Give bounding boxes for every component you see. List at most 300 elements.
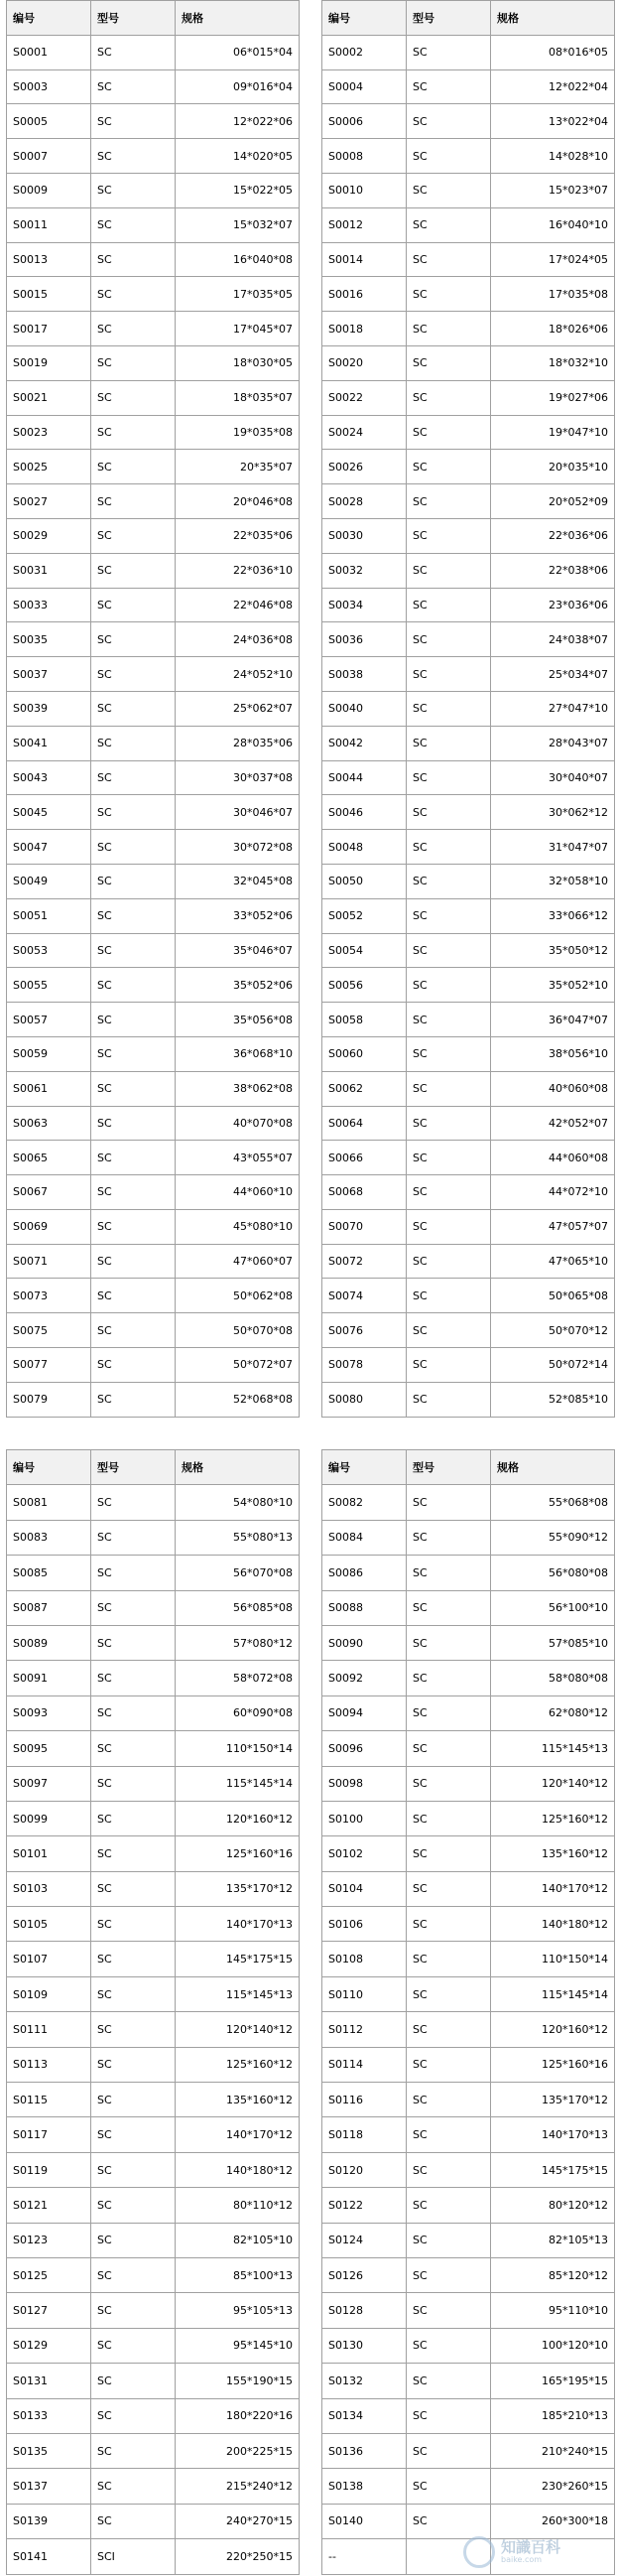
cell-id: S0090 [322, 1625, 407, 1660]
table-row [7, 760, 615, 795]
cell-spec: 50*072*14 [491, 1348, 615, 1383]
cell-spec: 17*035*05 [176, 277, 300, 312]
cell-id: S0077 [7, 1348, 91, 1383]
cell-id: S0141 [7, 2539, 91, 2574]
cell-type: SC [407, 2117, 491, 2152]
cell-id: S0033 [7, 588, 91, 622]
cell-id: S0048 [322, 830, 407, 865]
table-row [7, 864, 615, 898]
column-gap [300, 1695, 322, 1730]
cell-id: S0092 [322, 1661, 407, 1695]
cell-spec: 58*072*08 [176, 1661, 300, 1695]
cell-type: SC [91, 1244, 176, 1279]
table-row [7, 242, 615, 277]
table-row [7, 380, 615, 415]
cell-id: S0002 [322, 35, 407, 69]
table-row [7, 450, 615, 484]
cell-spec: 35*056*08 [176, 1003, 300, 1037]
table-row [7, 312, 615, 346]
col-header-id: 编号 [322, 1450, 407, 1485]
cell-type: SC [91, 207, 176, 242]
cell-spec: 220*250*15 [176, 2539, 300, 2574]
column-gap [300, 2293, 322, 2328]
column-gap [300, 415, 322, 450]
cell-id: S0049 [7, 864, 91, 898]
table-row [7, 207, 615, 242]
cell-spec: 17*024*05 [491, 242, 615, 277]
table-row [7, 1661, 615, 1695]
column-gap [300, 726, 322, 760]
cell-type: SC [91, 1871, 176, 1906]
cell-spec: 38*062*08 [176, 1071, 300, 1106]
cell-spec: 50*072*07 [176, 1348, 300, 1383]
column-gap [300, 2117, 322, 2152]
table-row [7, 622, 615, 657]
column-gap [300, 1, 322, 36]
cell-spec: 24*036*08 [176, 622, 300, 657]
table-row [7, 2152, 615, 2187]
cell-type: SC [91, 553, 176, 588]
cell-spec: 32*058*10 [491, 864, 615, 898]
column-gap [300, 1209, 322, 1244]
cell-spec: 56*085*08 [176, 1590, 300, 1625]
column-gap [300, 1731, 322, 1766]
cell-id: S0070 [322, 1209, 407, 1244]
cell-type: SC [407, 1003, 491, 1037]
column-gap [300, 1175, 322, 1210]
table-row [7, 1590, 615, 1625]
cell-id: S0063 [7, 1106, 91, 1141]
table-row [7, 1003, 615, 1037]
cell-type: SC [91, 69, 176, 104]
cell-id: S0081 [7, 1485, 91, 1520]
table-row [7, 1907, 615, 1942]
cell-id: -- [322, 2539, 407, 2574]
cell-type: SC [407, 1625, 491, 1660]
cell-type: SC [91, 2188, 176, 2223]
spec-table-2 [6, 1449, 615, 2575]
cell-id: S0139 [7, 2504, 91, 2538]
cell-id: S0137 [7, 2469, 91, 2504]
cell-spec: 115*145*13 [491, 1731, 615, 1766]
cell-spec: 30*046*07 [176, 795, 300, 830]
cell-type: SC [407, 1348, 491, 1383]
column-gap [300, 2469, 322, 2504]
column-gap [300, 139, 322, 174]
cell-spec: 35*046*07 [176, 933, 300, 968]
column-gap [300, 1520, 322, 1555]
table-row [7, 139, 615, 174]
table-row [7, 1731, 615, 1766]
cell-id: S0012 [322, 207, 407, 242]
column-gap [300, 1141, 322, 1175]
cell-spec: 36*068*10 [176, 1036, 300, 1071]
cell-spec: 56*070*08 [176, 1556, 300, 1590]
column-gap [300, 1348, 322, 1383]
cell-spec: 120*140*12 [176, 2012, 300, 2047]
cell-id: S0083 [7, 1520, 91, 1555]
cell-type: SC [91, 795, 176, 830]
column-gap [300, 2012, 322, 2047]
cell-type: SC [407, 1175, 491, 1210]
column-gap [300, 2539, 322, 2574]
cell-type: SC [407, 207, 491, 242]
cell-type: SC [407, 2083, 491, 2117]
cell-type: SC [91, 1003, 176, 1037]
cell-spec: 50*065*08 [491, 1279, 615, 1313]
table-row [7, 1625, 615, 1660]
cell-type: SC [407, 1556, 491, 1590]
cell-id: S0023 [7, 415, 91, 450]
column-gap [300, 657, 322, 692]
col-header-spec: 规格 [491, 1450, 615, 1485]
cell-spec: 12*022*04 [491, 69, 615, 104]
cell-spec: 185*210*13 [491, 2398, 615, 2433]
table-row [7, 2433, 615, 2468]
cell-id: S0122 [322, 2188, 407, 2223]
table-row [7, 518, 615, 553]
cell-type: SC [407, 2398, 491, 2433]
table-row [7, 1556, 615, 1590]
cell-spec: 30*072*08 [176, 830, 300, 865]
cell-type: SC [91, 726, 176, 760]
column-gap [300, 1485, 322, 1520]
cell-id: S0039 [7, 691, 91, 726]
cell-type: SC [91, 1836, 176, 1871]
cell-spec: 54*080*10 [176, 1485, 300, 1520]
cell-spec: 125*160*12 [176, 2047, 300, 2082]
cell-id: S0046 [322, 795, 407, 830]
cell-spec: 25*062*07 [176, 691, 300, 726]
cell-type: SC [91, 312, 176, 346]
cell-type: SC [407, 795, 491, 830]
cell-id: S0099 [7, 1801, 91, 1835]
table-row [7, 104, 615, 139]
cell-id: S0076 [322, 1313, 407, 1348]
cell-type: SC [407, 1661, 491, 1695]
cell-spec: 50*062*08 [176, 1279, 300, 1313]
cell-spec: 33*052*06 [176, 898, 300, 933]
cell-type: SC [407, 726, 491, 760]
cell-spec: 35*052*06 [176, 968, 300, 1003]
cell-type: SC [407, 933, 491, 968]
cell-spec: 115*145*14 [176, 1766, 300, 1801]
table-row [7, 415, 615, 450]
cell-spec: 230*260*15 [491, 2469, 615, 2504]
cell-id: S0125 [7, 2257, 91, 2292]
cell-id: S0121 [7, 2188, 91, 2223]
cell-spec: 33*066*12 [491, 898, 615, 933]
watermark-text: 知識百科 [501, 2538, 561, 2557]
cell-spec: 14*020*05 [176, 139, 300, 174]
cell-type: SC [91, 1382, 176, 1417]
column-gap [300, 1556, 322, 1590]
table-row [7, 1871, 615, 1906]
table-row [7, 1106, 615, 1141]
column-gap [300, 1313, 322, 1348]
cell-type: SC [407, 1313, 491, 1348]
cell-id: S0107 [7, 1942, 91, 1976]
cell-spec: 20*35*07 [176, 450, 300, 484]
spec-table-1 [6, 0, 615, 1418]
cell-type: SC [91, 1907, 176, 1942]
cell-id: S0085 [7, 1556, 91, 1590]
cell-type: SC [91, 830, 176, 865]
table-row [7, 2012, 615, 2047]
cell-type: SC [91, 2293, 176, 2328]
cell-id: S0119 [7, 2152, 91, 2187]
table-row [7, 830, 615, 865]
cell-type: SC [407, 139, 491, 174]
cell-id: S0041 [7, 726, 91, 760]
cell-spec: 20*046*08 [176, 484, 300, 519]
cell-id: S0001 [7, 35, 91, 69]
cell-type: SC [407, 1209, 491, 1244]
table-row [7, 2398, 615, 2433]
cell-type: SC [407, 1731, 491, 1766]
cell-type: SC [91, 1175, 176, 1210]
cell-type: SC [91, 345, 176, 380]
cell-id: S0113 [7, 2047, 91, 2082]
cell-id: S0088 [322, 1590, 407, 1625]
cell-type: SC [407, 2364, 491, 2398]
cell-spec: 215*240*12 [176, 2469, 300, 2504]
cell-spec: 55*068*08 [491, 1485, 615, 1520]
cell-id: S0117 [7, 2117, 91, 2152]
col-header-spec: 规格 [491, 1, 615, 36]
cell-id: S0132 [322, 2364, 407, 2398]
cell-type: SC [91, 2398, 176, 2433]
cell-spec: 31*047*07 [491, 830, 615, 865]
cell-type: SC [91, 2504, 176, 2538]
cell-spec: 50*070*08 [176, 1313, 300, 1348]
cell-spec: 24*052*10 [176, 657, 300, 692]
cell-id: S0011 [7, 207, 91, 242]
column-gap [300, 450, 322, 484]
cell-id: S0109 [7, 1976, 91, 2011]
cell-id: S0082 [322, 1485, 407, 1520]
table-row [7, 933, 615, 968]
column-gap [300, 1036, 322, 1071]
watermark-url: baike.com [501, 2554, 543, 2564]
cell-spec: 20*035*10 [491, 450, 615, 484]
cell-spec: 47*065*10 [491, 1244, 615, 1279]
column-gap [300, 1625, 322, 1660]
cell-id: S0116 [322, 2083, 407, 2117]
cell-type: SC [91, 760, 176, 795]
cell-id: S0052 [322, 898, 407, 933]
cell-type: SC [407, 277, 491, 312]
cell-id: S0013 [7, 242, 91, 277]
cell-spec: 43*055*07 [176, 1141, 300, 1175]
cell-type: SC [407, 1244, 491, 1279]
table-row [7, 1313, 615, 1348]
table-row [7, 2083, 615, 2117]
cell-id: S0032 [322, 553, 407, 588]
cell-spec: 38*056*10 [491, 1036, 615, 1071]
cell-id: S0059 [7, 1036, 91, 1071]
column-gap [300, 795, 322, 830]
cell-type: SC [407, 968, 491, 1003]
column-gap [300, 760, 322, 795]
cell-type: SC [91, 1731, 176, 1766]
column-gap [300, 1003, 322, 1037]
cell-spec: 08*016*05 [491, 35, 615, 69]
column-gap [300, 1244, 322, 1279]
cell-type: SC [407, 1590, 491, 1625]
cell-id: S0103 [7, 1871, 91, 1906]
cell-spec: 120*140*12 [491, 1766, 615, 1801]
cell-spec: 135*170*12 [491, 2083, 615, 2117]
cell-spec: 14*028*10 [491, 139, 615, 174]
table-row [7, 1836, 615, 1871]
table-row [7, 968, 615, 1003]
cell-type: SC [407, 345, 491, 380]
column-gap [300, 1871, 322, 1906]
cell-type: SC [91, 104, 176, 139]
cell-type: SC [407, 1801, 491, 1835]
cell-spec: 25*034*07 [491, 657, 615, 692]
cell-spec: 44*060*10 [176, 1175, 300, 1210]
cell-type: SC [91, 1520, 176, 1555]
cell-id: S0079 [7, 1382, 91, 1417]
cell-id: S0008 [322, 139, 407, 174]
cell-id: S0110 [322, 1976, 407, 2011]
cell-id: S0062 [322, 1071, 407, 1106]
cell-type: SC [91, 622, 176, 657]
cell-spec: 95*110*10 [491, 2293, 615, 2328]
cell-id: S0084 [322, 1520, 407, 1555]
cell-type: SC [91, 2083, 176, 2117]
col-header-type: 型号 [407, 1, 491, 36]
column-gap [300, 691, 322, 726]
cell-type: SC [407, 2293, 491, 2328]
cell-spec: 24*038*07 [491, 622, 615, 657]
cell-id: S0019 [7, 345, 91, 380]
cell-id: S0057 [7, 1003, 91, 1037]
cell-spec: 120*160*12 [491, 2012, 615, 2047]
cell-type: SC [91, 1661, 176, 1695]
cell-type: SC [407, 1106, 491, 1141]
cell-spec: 20*052*09 [491, 484, 615, 519]
column-gap [300, 830, 322, 865]
cell-id: S0043 [7, 760, 91, 795]
cell-id: S0015 [7, 277, 91, 312]
table-row [7, 1766, 615, 1801]
cell-id: S0035 [7, 622, 91, 657]
cell-spec: 140*180*12 [491, 1907, 615, 1942]
cell-spec: 80*110*12 [176, 2188, 300, 2223]
column-gap [300, 312, 322, 346]
cell-id: S0102 [322, 1836, 407, 1871]
column-gap [300, 2504, 322, 2538]
cell-spec: 85*100*13 [176, 2257, 300, 2292]
table-row [7, 691, 615, 726]
cell-id: S0106 [322, 1907, 407, 1942]
cell-spec: 22*035*06 [176, 518, 300, 553]
cell-spec: 35*052*10 [491, 968, 615, 1003]
column-gap [300, 588, 322, 622]
cell-type: SC [91, 691, 176, 726]
cell-type: SC [407, 1485, 491, 1520]
column-gap [300, 345, 322, 380]
cell-spec: 42*052*07 [491, 1106, 615, 1141]
cell-spec: 23*036*06 [491, 588, 615, 622]
cell-id: S0047 [7, 830, 91, 865]
table-row [7, 1976, 615, 2011]
cell-type: SC [407, 1907, 491, 1942]
cell-type: SC [407, 1141, 491, 1175]
cell-spec: 58*080*08 [491, 1661, 615, 1695]
cell-spec: 35*050*12 [491, 933, 615, 968]
cell-type: SC [407, 1520, 491, 1555]
cell-spec: 17*045*07 [176, 312, 300, 346]
cell-type: SC [407, 1036, 491, 1071]
col-header-type: 型号 [91, 1, 176, 36]
cell-type: SC [407, 2012, 491, 2047]
cell-id: S0034 [322, 588, 407, 622]
cell-type: SC [91, 1036, 176, 1071]
cell-spec: 15*023*07 [491, 173, 615, 207]
cell-type: SC [91, 898, 176, 933]
cell-type: SC [407, 1695, 491, 1730]
cell-spec: 80*120*12 [491, 2188, 615, 2223]
header-row [7, 1, 615, 36]
cell-type: SC [91, 380, 176, 415]
cell-type: SC [91, 1766, 176, 1801]
table-row [7, 1209, 615, 1244]
cell-type: SC [407, 1279, 491, 1313]
cell-type: SC [407, 69, 491, 104]
cell-type: SC [91, 35, 176, 69]
table-row [7, 2188, 615, 2223]
cell-spec: 30*037*08 [176, 760, 300, 795]
cell-spec: 50*070*12 [491, 1313, 615, 1348]
cell-type: SC [407, 1942, 491, 1976]
cell-spec: 180*220*16 [176, 2398, 300, 2433]
cell-spec: 140*170*12 [491, 1871, 615, 1906]
cell-spec: 27*047*10 [491, 691, 615, 726]
cell-id: S0127 [7, 2293, 91, 2328]
cell-id: S0058 [322, 1003, 407, 1037]
column-gap [300, 1590, 322, 1625]
cell-id: S0036 [322, 622, 407, 657]
cell-spec: 18*030*05 [176, 345, 300, 380]
cell-type: SC [407, 104, 491, 139]
cell-id: S0112 [322, 2012, 407, 2047]
cell-spec: 145*175*15 [491, 2152, 615, 2187]
cell-spec: 22*036*06 [491, 518, 615, 553]
cell-id: S0126 [322, 2257, 407, 2292]
cell-type: SC [91, 518, 176, 553]
cell-id: S0065 [7, 1141, 91, 1175]
cell-id: S0009 [7, 173, 91, 207]
cell-id: S0087 [7, 1590, 91, 1625]
cell-spec: 09*016*04 [176, 69, 300, 104]
cell-id: S0038 [322, 657, 407, 692]
table-row [7, 1695, 615, 1730]
table-row [7, 173, 615, 207]
cell-id: S0054 [322, 933, 407, 968]
cell-spec: 140*170*13 [176, 1907, 300, 1942]
cell-type: SC [91, 450, 176, 484]
cell-id: S0055 [7, 968, 91, 1003]
table-row [7, 1071, 615, 1106]
cell-type: SC [91, 1695, 176, 1730]
cell-id: S0021 [7, 380, 91, 415]
cell-id: S0004 [322, 69, 407, 104]
cell-id: S0061 [7, 1071, 91, 1106]
